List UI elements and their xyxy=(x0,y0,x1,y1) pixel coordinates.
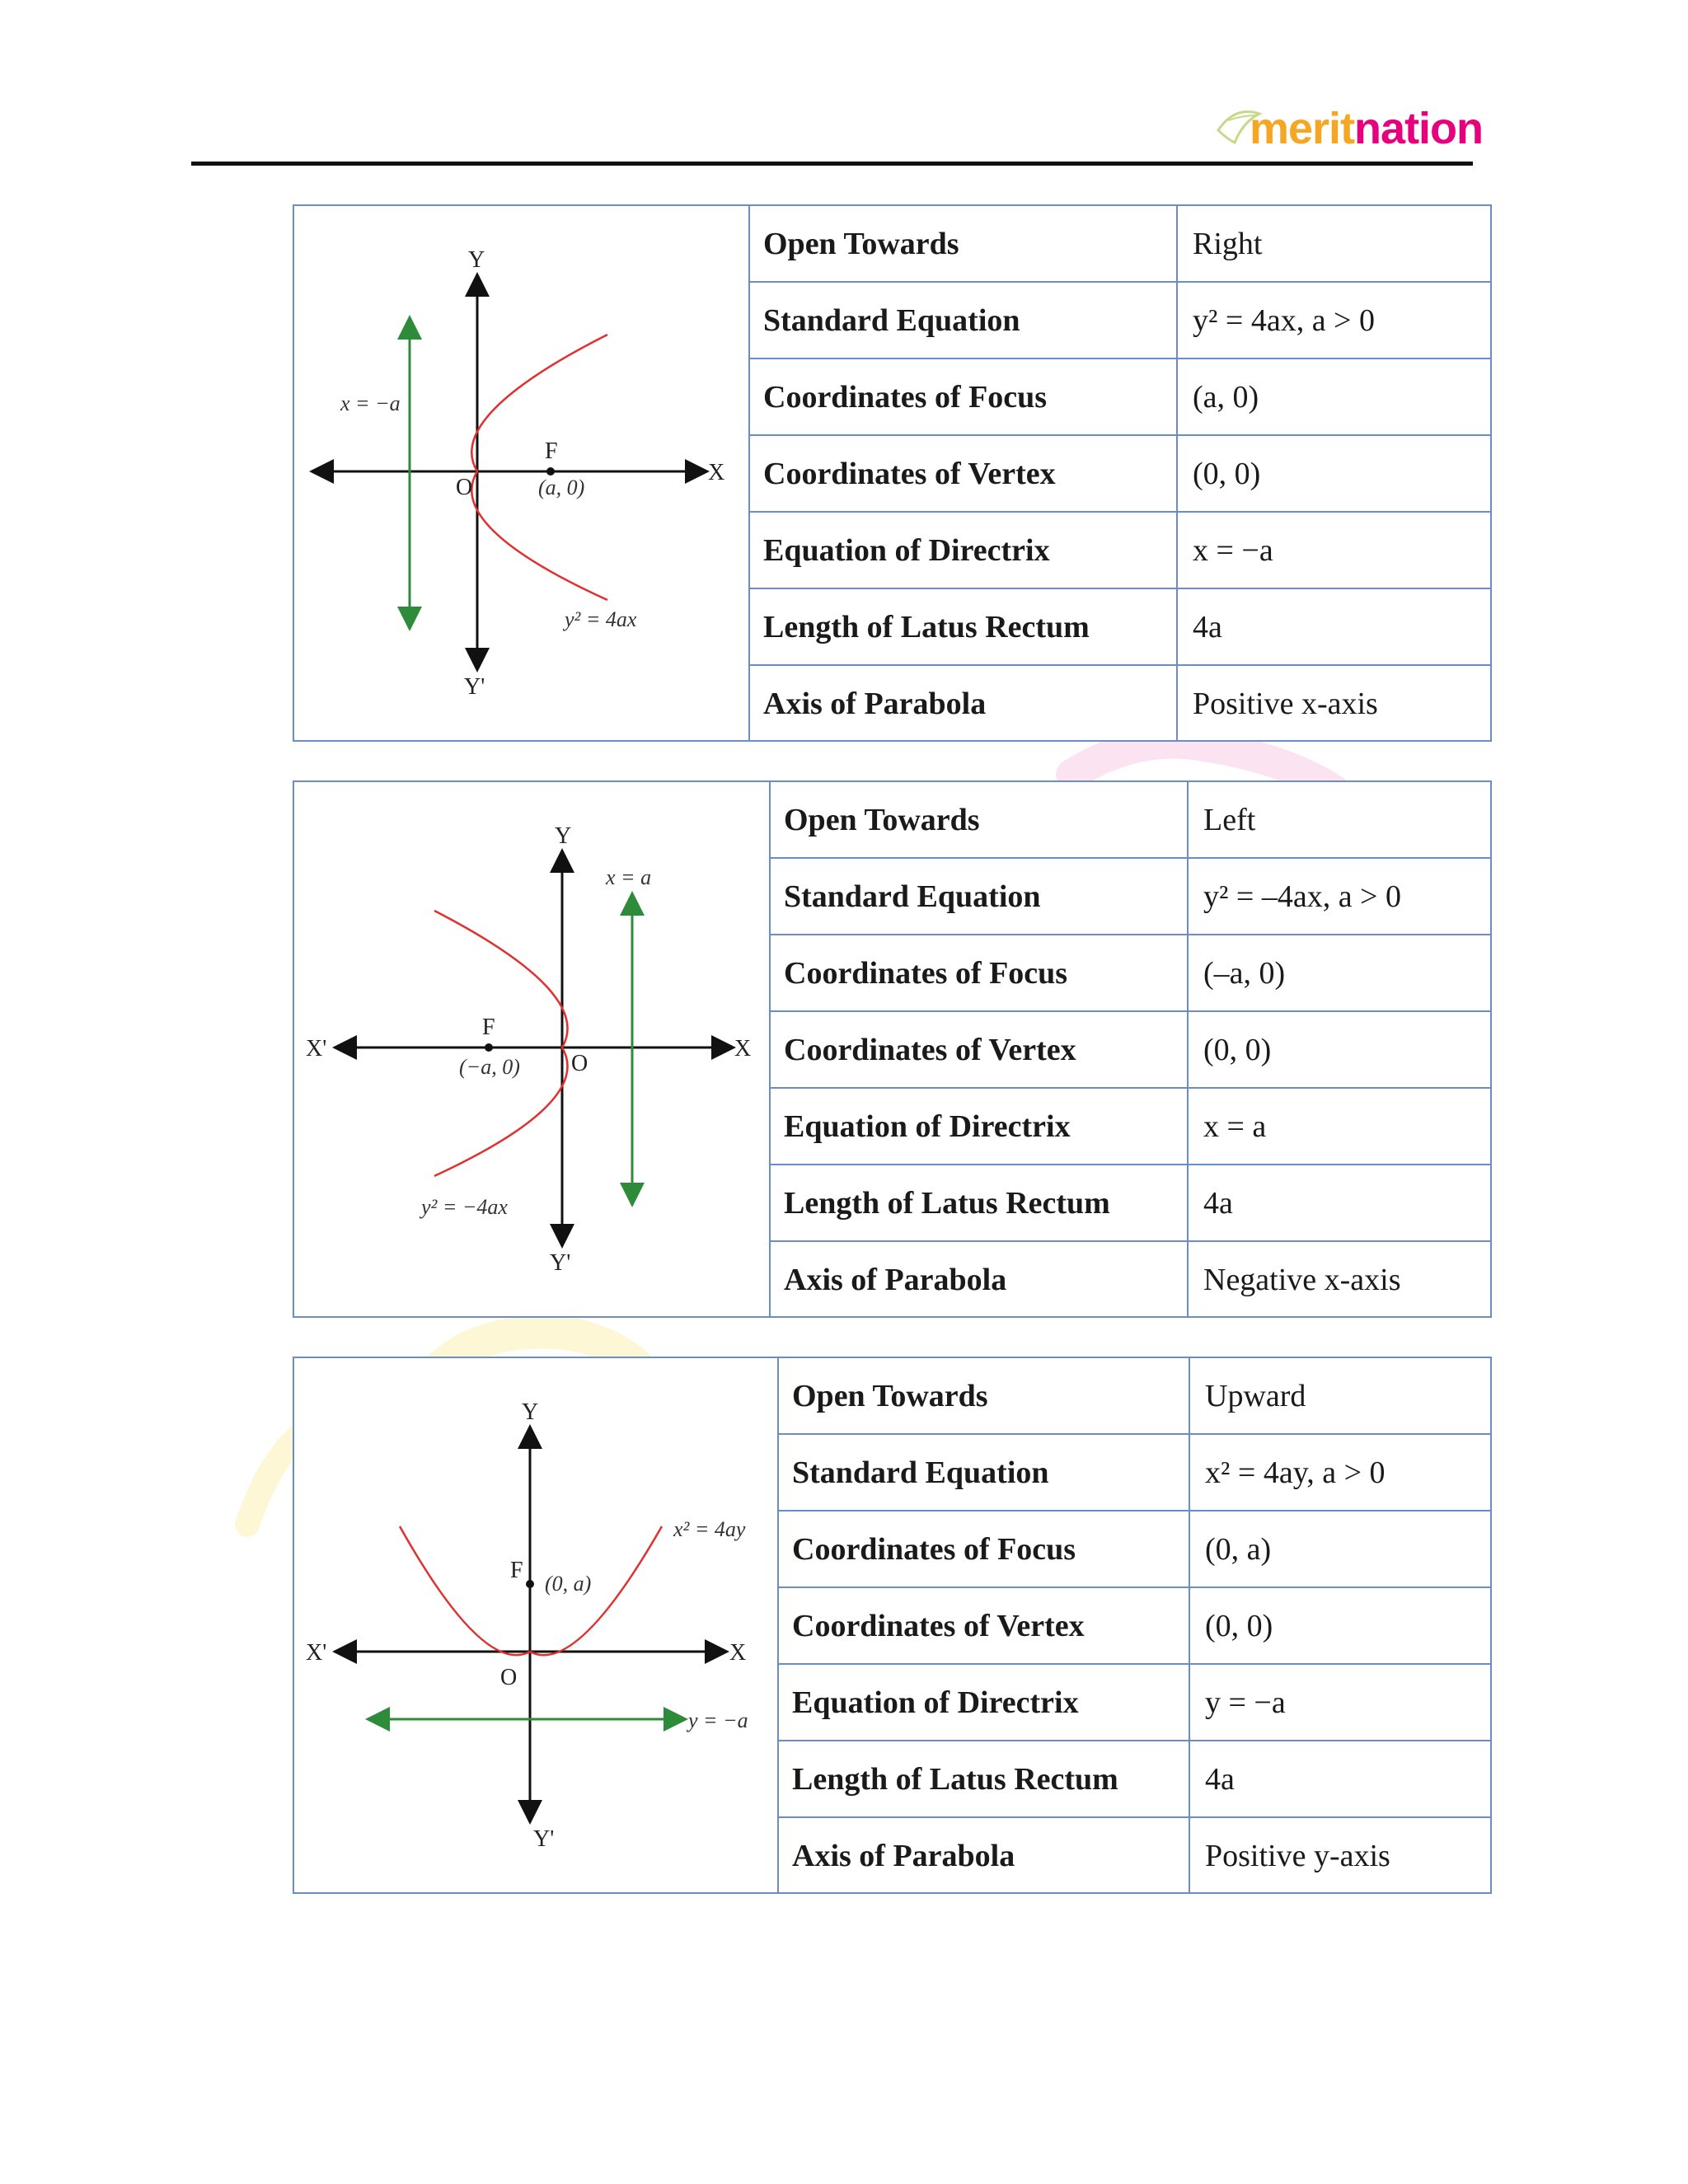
property-value: y = −a xyxy=(1189,1664,1490,1741)
property-label: Standard Equation xyxy=(769,858,1188,935)
property-value: Positive x-axis xyxy=(1193,686,1378,721)
property-value: x² = 4ay, a > 0 xyxy=(1189,1434,1490,1511)
property-label: Standard Equation xyxy=(777,1434,1189,1511)
y-label: Y xyxy=(468,247,485,273)
origin-label: O xyxy=(571,1051,588,1076)
table-row xyxy=(769,935,1490,1011)
table-row xyxy=(769,782,1490,858)
properties-table xyxy=(748,206,1490,741)
property-value: (0, 0) xyxy=(1177,435,1490,512)
focus-coord-label: (0, a) xyxy=(545,1572,592,1596)
property-label: Coordinates of Focus xyxy=(748,359,1177,435)
property-value: x = −a xyxy=(1177,512,1490,588)
property-value: 4a xyxy=(1189,1741,1490,1817)
focus-point xyxy=(526,1580,534,1588)
x-label: X xyxy=(729,1640,747,1666)
property-value: (–a, 0) xyxy=(1188,935,1490,1011)
table-row xyxy=(777,1664,1490,1741)
property-value: y² = 4ax, a > 0 xyxy=(1177,282,1490,359)
property-value: (0, a) xyxy=(1189,1511,1490,1587)
table-row xyxy=(769,1011,1490,1088)
x-label: X xyxy=(708,460,725,485)
y-prime-label: Y' xyxy=(550,1250,571,1276)
property-label: Length of Latus Rectum xyxy=(777,1741,1189,1817)
curve-label: x² = 4ay xyxy=(673,1517,746,1541)
origin-label: O xyxy=(456,475,473,500)
property-label: Axis of Parabola xyxy=(769,1241,1188,1317)
table-row xyxy=(769,1088,1490,1165)
parabola-block-left xyxy=(293,780,1492,1318)
table-row xyxy=(748,512,1490,588)
y-label: Y xyxy=(555,823,572,849)
property-label: Open Towards xyxy=(777,1358,1189,1434)
property-label: Equation of Directrix xyxy=(769,1088,1188,1165)
parabola-curve xyxy=(471,335,607,600)
property-label: Coordinates of Vertex xyxy=(777,1587,1189,1664)
origin-label: O xyxy=(500,1665,518,1690)
property-label: Coordinates of Vertex xyxy=(748,435,1177,512)
meritnation-logo xyxy=(1210,97,1482,163)
table-row xyxy=(748,359,1490,435)
property-label: Standard Equation xyxy=(748,282,1177,359)
table-row xyxy=(769,1241,1490,1317)
property-value: Left xyxy=(1188,782,1490,858)
property-value: (0, 0) xyxy=(1189,1587,1490,1664)
property-value: Right xyxy=(1177,206,1490,282)
focus-coord-label: (a, 0) xyxy=(538,476,585,499)
parabola-figure xyxy=(294,1358,779,1892)
property-label: Length of Latus Rectum xyxy=(748,588,1177,665)
parabola-curve xyxy=(434,911,568,1176)
table-row xyxy=(748,588,1490,665)
property-label: Coordinates of Vertex xyxy=(769,1011,1188,1088)
table-row xyxy=(748,206,1490,282)
property-label: Axis of Parabola xyxy=(748,665,1177,741)
curve-label: y² = −4ax xyxy=(421,1195,508,1219)
table-row xyxy=(769,858,1490,935)
y-prime-label: Y' xyxy=(533,1826,555,1852)
y-prime-label: Y' xyxy=(464,674,485,700)
property-label: Coordinates of Focus xyxy=(769,935,1188,1011)
parabola-figure xyxy=(294,206,750,740)
x-prime-label: X' xyxy=(306,1640,327,1666)
property-value: 4a xyxy=(1188,1165,1490,1241)
table-row xyxy=(777,1511,1490,1587)
properties-table xyxy=(777,1358,1490,1893)
table-row xyxy=(748,665,1490,741)
property-label: Open Towards xyxy=(769,782,1188,858)
curve-label: y² = 4ax xyxy=(565,607,637,631)
directrix-label: x = a xyxy=(606,865,652,889)
table-row xyxy=(769,1165,1490,1241)
parabola-block-upward xyxy=(293,1357,1492,1894)
logo-merit: merit xyxy=(1250,104,1355,153)
property-value: y² = –4ax, a > 0 xyxy=(1188,858,1490,935)
logo-nation: nation xyxy=(1354,104,1484,153)
table-row xyxy=(777,1817,1490,1893)
x-label: X xyxy=(734,1036,752,1062)
property-label: Open Towards xyxy=(748,206,1177,282)
x-prime-label: X' xyxy=(306,1036,327,1062)
parabola-block-right xyxy=(293,204,1492,742)
property-value: 4a xyxy=(1177,588,1490,665)
property-value: (a, 0) xyxy=(1177,359,1490,435)
y-label: Y xyxy=(522,1399,539,1425)
properties-table xyxy=(769,782,1490,1317)
table-row xyxy=(748,282,1490,359)
table-row xyxy=(777,1434,1490,1511)
directrix-label: x = −a xyxy=(340,391,401,415)
property-value: x = a xyxy=(1188,1088,1490,1165)
focus-label: F xyxy=(482,1015,495,1040)
property-label: Equation of Directrix xyxy=(748,512,1177,588)
logo-text xyxy=(1250,104,1483,153)
parabola-figure xyxy=(294,782,771,1316)
property-label: Coordinates of Focus xyxy=(777,1511,1189,1587)
focus-point xyxy=(546,467,555,476)
property-value: (0, 0) xyxy=(1188,1011,1490,1088)
property-label: Length of Latus Rectum xyxy=(769,1165,1188,1241)
table-row xyxy=(748,435,1490,512)
property-label: Axis of Parabola xyxy=(777,1817,1189,1893)
property-value: Upward xyxy=(1189,1358,1490,1434)
focus-coord-label: (−a, 0) xyxy=(459,1055,520,1079)
table-row xyxy=(777,1587,1490,1664)
header-rule xyxy=(191,162,1473,166)
table-row xyxy=(777,1741,1490,1817)
property-label: Equation of Directrix xyxy=(777,1664,1189,1741)
focus-point xyxy=(485,1043,493,1052)
directrix-label: y = −a xyxy=(688,1708,748,1732)
table-row xyxy=(777,1358,1490,1434)
property-value: Negative x-axis xyxy=(1203,1262,1401,1297)
property-value: Positive y-axis xyxy=(1205,1838,1390,1873)
focus-label: F xyxy=(545,438,558,464)
focus-label: F xyxy=(510,1558,523,1583)
